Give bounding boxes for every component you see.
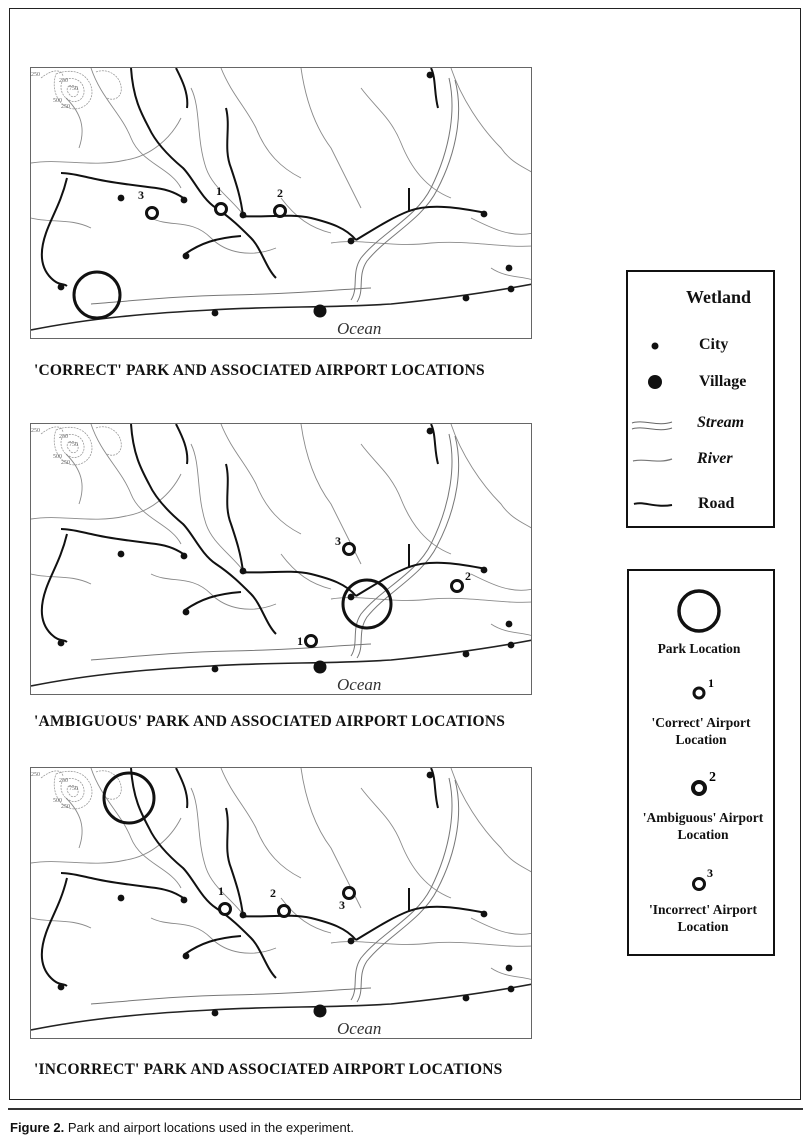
road-line: [42, 178, 67, 286]
road-line: [176, 768, 187, 808]
river-line: [191, 788, 246, 918]
contour-label: 500: [53, 98, 62, 104]
river-line: [31, 574, 91, 584]
stream-line: [351, 434, 452, 656]
airport-number-label: 3: [339, 898, 345, 912]
village-dot: [314, 305, 327, 318]
city-dot: [58, 284, 65, 291]
airport-marker: [344, 544, 355, 555]
coastline: [31, 640, 532, 686]
map-correct-svg: [31, 68, 532, 339]
river-line: [31, 818, 181, 863]
city-dot: [183, 609, 190, 616]
stream-line: [357, 436, 459, 658]
river-line: [451, 68, 532, 173]
contour-label: 750: [69, 86, 78, 92]
city-dot: [118, 895, 125, 902]
city-dot-icon: [652, 343, 659, 350]
city-dot: [181, 197, 188, 204]
city-dot: [240, 912, 247, 919]
contour-label: 250: [61, 104, 70, 110]
road-line-icon: [634, 503, 672, 506]
coastline: [31, 284, 532, 330]
city-dot: [181, 897, 188, 904]
figure-caption: [10, 1120, 354, 1135]
city-dot: [183, 253, 190, 260]
city-dot: [506, 265, 513, 272]
park-location-icon: [679, 591, 719, 631]
city-dot: [427, 72, 434, 79]
road-line: [243, 572, 356, 596]
stream-line: [357, 80, 459, 302]
river-line: [451, 768, 532, 873]
city-dot: [481, 567, 488, 574]
city-dot: [348, 238, 355, 245]
correct-airport-icon: [694, 688, 704, 698]
contour-label: 250: [61, 460, 70, 466]
incorrect-airport-icon: [694, 879, 705, 890]
airport-marker: [147, 208, 158, 219]
ocean-label: Ocean: [337, 1019, 382, 1038]
river-line: [331, 942, 532, 947]
airport-number-label: 3: [335, 534, 341, 548]
airport-marker: [344, 888, 355, 899]
map-correct: [30, 67, 532, 339]
river-line: [301, 68, 361, 208]
river-line: [91, 68, 181, 188]
river-line: [91, 768, 181, 888]
legend-label-village: Village: [699, 373, 747, 390]
city-dot: [118, 195, 125, 202]
city-dot: [427, 772, 434, 779]
river-line: [91, 424, 181, 544]
river-line: [221, 768, 301, 878]
city-dot: [463, 995, 470, 1002]
city-dot: [183, 953, 190, 960]
airport-number-label: 2: [465, 569, 471, 583]
road-line: [185, 592, 241, 610]
park-location-marker: [74, 272, 120, 318]
stream-line-icon: [632, 422, 672, 430]
legend-label-park: Park Location: [657, 641, 741, 656]
river-line: [471, 918, 532, 934]
contour-label: 250: [61, 804, 70, 810]
contour-label: 250: [31, 72, 40, 78]
wetland-edge: [91, 644, 371, 660]
river-line: [191, 88, 246, 218]
contour-line: [96, 427, 121, 455]
feature-legend-symbols: [628, 272, 777, 530]
contour-label: 250: [31, 428, 40, 434]
legend-label-ambiguous-airport: 'Ambiguous' Airport Location: [642, 810, 764, 842]
airport-marker: [220, 904, 231, 915]
road-line: [176, 424, 187, 464]
city-dot: [508, 986, 515, 993]
city-dot: [58, 640, 65, 647]
city-dot: [463, 295, 470, 302]
city-dot: [506, 621, 513, 628]
location-legend-symbols: [629, 571, 777, 958]
city-dot: [481, 911, 488, 918]
contour-label: 250: [31, 772, 40, 778]
wetland-edge: [91, 988, 371, 1004]
airport-number-label: 2: [270, 886, 276, 900]
airport-number-label: 1: [218, 884, 224, 898]
park-location-marker: [104, 773, 154, 823]
river-line: [31, 218, 91, 228]
correct-airport-number: 1: [708, 676, 714, 690]
map-incorrect: [30, 767, 532, 1039]
legend-label-road: Road: [698, 495, 735, 512]
city-dot: [506, 965, 513, 972]
city-dot: [181, 553, 188, 560]
city-dot: [508, 642, 515, 649]
contour-label: 250: [59, 778, 68, 784]
ambiguous-airport-number: 2: [709, 770, 716, 785]
village-dot: [314, 661, 327, 674]
city-dot: [481, 211, 488, 218]
contour-label: 250: [59, 434, 68, 440]
contour-label: 500: [53, 454, 62, 460]
legend-label-river: River: [697, 450, 733, 467]
ocean-label: Ocean: [337, 675, 382, 694]
contour-line: [41, 771, 63, 778]
wetland-edge: [91, 288, 371, 304]
legend-label-incorrect-airport: 'Incorrect' Airport Location: [648, 902, 758, 934]
city-dot: [348, 594, 355, 601]
city-dot: [463, 651, 470, 658]
map-caption-ambiguous: 'AMBIGUOUS' PARK AND ASSOCIATED AIRPORT LOCATIONS: [34, 713, 506, 730]
contour-label: 250: [59, 78, 68, 84]
airport-number-label: 1: [297, 634, 303, 648]
city-dot: [118, 551, 125, 558]
river-line: [221, 68, 301, 178]
road-line: [42, 534, 67, 642]
airport-marker: [306, 636, 317, 647]
river-line: [471, 218, 532, 234]
stream-line: [351, 78, 452, 300]
airport-number-label: 2: [277, 186, 283, 200]
airport-marker: [216, 204, 227, 215]
feature-legend: [626, 270, 775, 528]
airport-number-label: 1: [216, 184, 222, 198]
city-dot: [240, 568, 247, 575]
river-line: [31, 474, 181, 519]
river-line: [471, 574, 532, 590]
road-line: [226, 108, 243, 216]
footer-rule: [8, 1108, 803, 1110]
contour-line: [96, 71, 121, 99]
airport-marker: [275, 206, 286, 217]
map-ambiguous-svg: [31, 424, 532, 695]
village-dot: [314, 1005, 327, 1018]
city-dot: [240, 212, 247, 219]
river-line: [331, 242, 532, 247]
city-dot: [348, 938, 355, 945]
park-location-marker: [343, 580, 391, 628]
river-line: [451, 424, 532, 529]
city-dot: [212, 310, 219, 317]
airport-marker: [452, 581, 463, 592]
city-dot: [58, 984, 65, 991]
map-caption-correct: 'CORRECT' PARK AND ASSOCIATED AIRPORT LOCATIONS: [34, 362, 485, 379]
village-dot-icon: [648, 375, 662, 389]
map-caption-incorrect: 'INCORRECT' PARK AND ASSOCIATED AIRPORT LOCATIONS: [34, 1061, 503, 1078]
road-line: [131, 424, 276, 634]
legend-label-city: City: [699, 336, 729, 353]
road-line: [243, 916, 356, 940]
river-line: [31, 118, 181, 163]
road-line: [226, 808, 243, 916]
contour-label: 500: [53, 798, 62, 804]
river-line-icon: [633, 459, 672, 461]
contour-line: [41, 427, 63, 434]
map-incorrect-svg: [31, 768, 532, 1039]
river-line: [221, 424, 301, 534]
city-dot: [212, 1010, 219, 1017]
road-line: [176, 68, 187, 108]
stream-line: [357, 780, 459, 1002]
city-dot: [508, 286, 515, 293]
airport-marker: [279, 906, 290, 917]
legend-title-wetland: Wetland: [686, 287, 752, 307]
ocean-label: Ocean: [337, 319, 382, 338]
river-line: [31, 918, 91, 928]
road-line: [243, 216, 356, 240]
contour-label: 750: [69, 442, 78, 448]
river-line: [331, 598, 532, 603]
contour-label: 750: [69, 786, 78, 792]
road-line: [185, 236, 241, 254]
incorrect-airport-number: 3: [707, 866, 713, 880]
river-line: [191, 444, 246, 574]
figure-caption-text: Park and airport locations used in the experiment.: [67, 1120, 354, 1135]
stream-line: [351, 778, 452, 1000]
ambiguous-airport-icon: [693, 782, 705, 794]
airport-number-label: 3: [138, 188, 144, 202]
location-legend: [627, 569, 775, 956]
road-line: [185, 936, 241, 954]
city-dot: [212, 666, 219, 673]
contour-line: [41, 71, 63, 78]
road-line: [42, 878, 67, 986]
map-ambiguous: [30, 423, 532, 695]
legend-label-stream: Stream: [697, 414, 745, 431]
road-line: [226, 464, 243, 572]
legend-label-correct-airport: 'Correct' Airport Location: [651, 715, 751, 747]
road-line: [131, 68, 276, 278]
city-dot: [427, 428, 434, 435]
coastline: [31, 984, 532, 1030]
figure-caption-label: Figure 2.: [10, 1120, 65, 1135]
